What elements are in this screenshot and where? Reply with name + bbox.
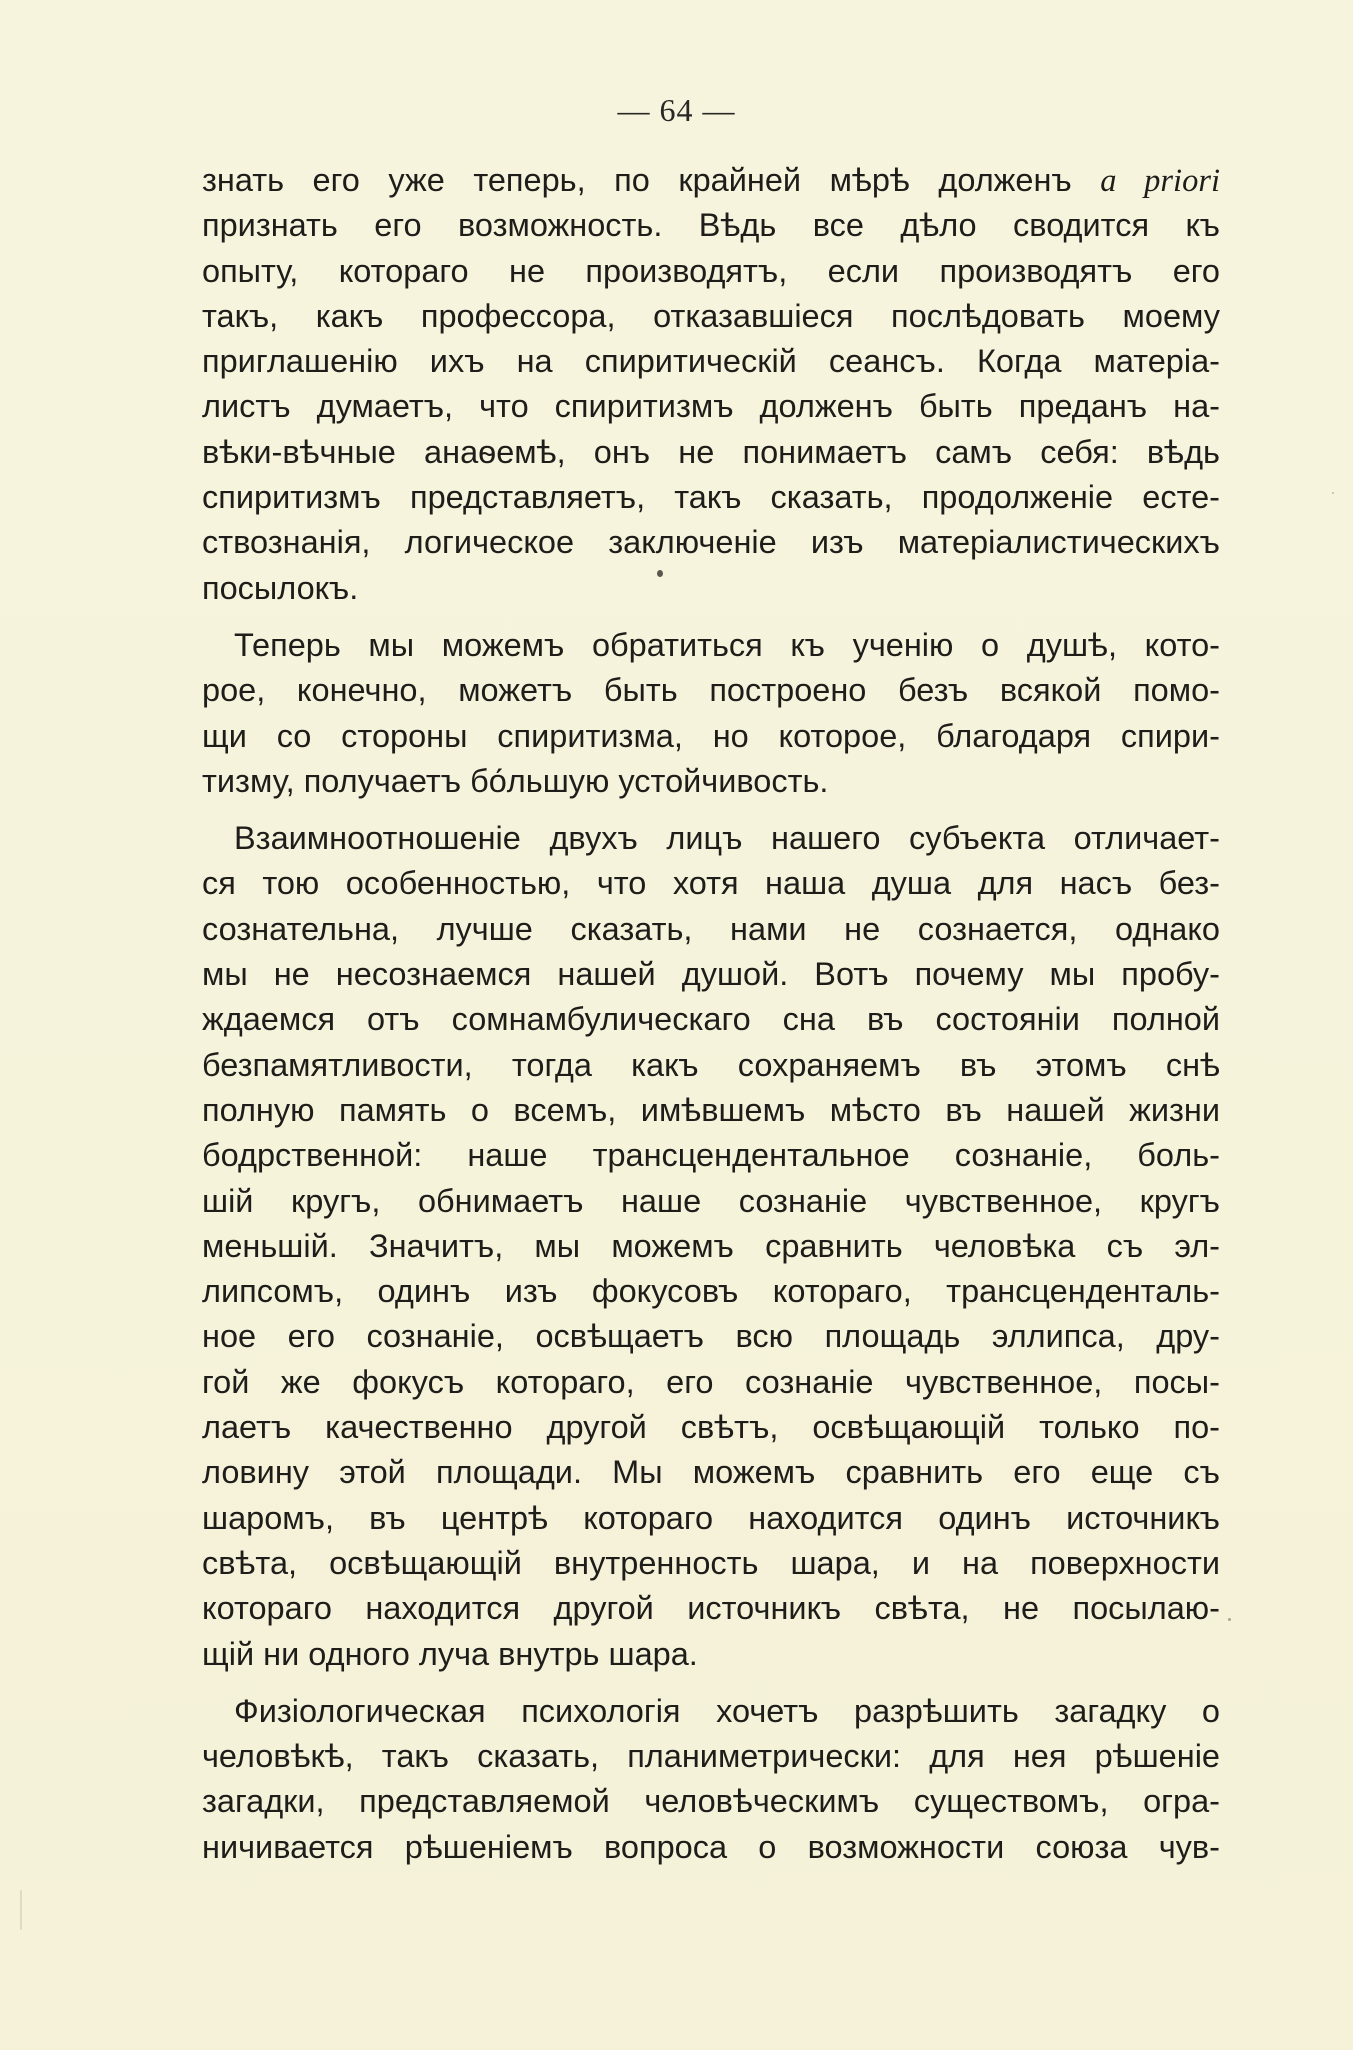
text-line: посылокъ. xyxy=(202,569,359,606)
text-line: сознательна, лучше сказать, нами не сознается, однако xyxy=(202,910,1220,947)
paragraph xyxy=(202,1689,1220,1870)
paragraph-gap xyxy=(202,611,1220,623)
text-line: листъ думаетъ, что спиритизмъ долженъ быть преданъ на- xyxy=(202,388,1220,425)
paragraph xyxy=(202,816,1220,1677)
text-line: котораго находится другой источникъ свѣта, не посылаю- xyxy=(202,1590,1220,1627)
text-line: щій ни одного луча внутрь шара. xyxy=(202,1635,698,1672)
text-line: вѣки-вѣчные анаѳемѣ, онъ не понимаетъ самъ себя: вѣдь xyxy=(202,433,1220,470)
text-line: свѣта, освѣщающій внутренность шара, и на поверхности xyxy=(202,1544,1220,1581)
page-number: — 64 — xyxy=(617,92,736,128)
text-line: спиритизмъ представляетъ, такъ сказать, продолженіе есте- xyxy=(202,479,1220,516)
text-line: ное его сознаніе, освѣщаетъ всю площадь эллипса, дру- xyxy=(202,1318,1220,1355)
text-line: опыту, котораго не производятъ, если производятъ его xyxy=(202,252,1220,289)
text-line: мы не несознаемся нашей душой. Вотъ почему мы пробу- xyxy=(202,956,1220,993)
text-segment: знать его уже теперь, по крайней мѣрѣ долженъ xyxy=(202,162,1101,198)
text-line: липсомъ, одинъ изъ фокусовъ котораго, трансценденталь- xyxy=(202,1273,1220,1310)
text-line: безпамятливости, тогда какъ сохраняемъ въ этомъ снѣ xyxy=(202,1046,1220,1083)
paragraph-gap xyxy=(202,1677,1220,1689)
text-line: рое, конечно, можетъ быть построено безъ всякой помо- xyxy=(202,672,1220,709)
text-line: щи со стороны спиритизма, но которое, благодаря спири- xyxy=(202,717,1220,754)
scan-speck xyxy=(1332,492,1334,494)
text-line: шаромъ, въ центрѣ котораго находится одинъ источникъ xyxy=(202,1499,1220,1536)
text-line: признать его возможность. Вѣдь все дѣло сводится къ xyxy=(202,207,1220,244)
text-line: ловину этой площади. Мы можемъ сравнить его еще съ xyxy=(202,1454,1220,1491)
text-line: меньшій. Значитъ, мы можемъ сравнить человѣка съ эл- xyxy=(202,1227,1220,1264)
text-line: Теперь мы можемъ обратиться къ ученію о душѣ, кото- xyxy=(234,626,1220,663)
text-line: бодрственной: наше трансцендентальное сознаніе, боль- xyxy=(202,1137,1220,1174)
paragraph xyxy=(202,158,1220,611)
text-line: такъ, какъ профессора, отказавшіеся послѣдовать моему xyxy=(202,297,1220,334)
text-line xyxy=(202,158,1220,203)
text-line: Взаимноотношеніе двухъ лицъ нашего субъекта отличает- xyxy=(234,820,1220,857)
scan-speck xyxy=(657,570,663,577)
text-line: полную память о всемъ, имѣвшемъ мѣсто въ нашей жизни xyxy=(202,1091,1220,1128)
paragraph xyxy=(202,623,1220,804)
text-line: человѣкѣ, такъ сказать, планиметрически: для нея рѣшеніе xyxy=(202,1738,1220,1775)
text-line: ствознанія, логическое заключеніе изъ матеріалистическихъ xyxy=(202,524,1220,561)
paragraph-gap xyxy=(202,804,1220,816)
scan-speck xyxy=(1228,1618,1231,1621)
text-line: ничивается рѣшеніемъ вопроса о возможности союза чув- xyxy=(202,1828,1220,1865)
page-body-text xyxy=(202,158,1220,1870)
text-line: ждаемся отъ сомнамбулическаго сна въ состояніи полной xyxy=(202,1001,1220,1038)
text-line: Физіологическая психологія хочетъ разрѣшить загадку о xyxy=(234,1692,1220,1729)
text-line: ся тою особенностью, что хотя наша душа для насъ без- xyxy=(202,865,1220,902)
scan-speck xyxy=(20,1890,22,1930)
text-line: шій кругъ, обнимаетъ наше сознаніе чувственное, кругъ xyxy=(202,1182,1220,1219)
text-line: гой же фокусъ котораго, его сознаніе чувственное, посы- xyxy=(202,1363,1220,1400)
text-line: тизму, получаетъ бо́льшую устойчивость. xyxy=(202,762,829,799)
italic-phrase: a priori xyxy=(1100,163,1220,199)
text-line: лаетъ качественно другой свѣтъ, освѣщающій только по- xyxy=(202,1409,1220,1446)
text-line: загадки, представляемой человѣческимъ существомъ, огра- xyxy=(202,1783,1220,1820)
text-line: приглашенію ихъ на спиритическій сеансъ. Когда матеріа- xyxy=(202,343,1220,380)
